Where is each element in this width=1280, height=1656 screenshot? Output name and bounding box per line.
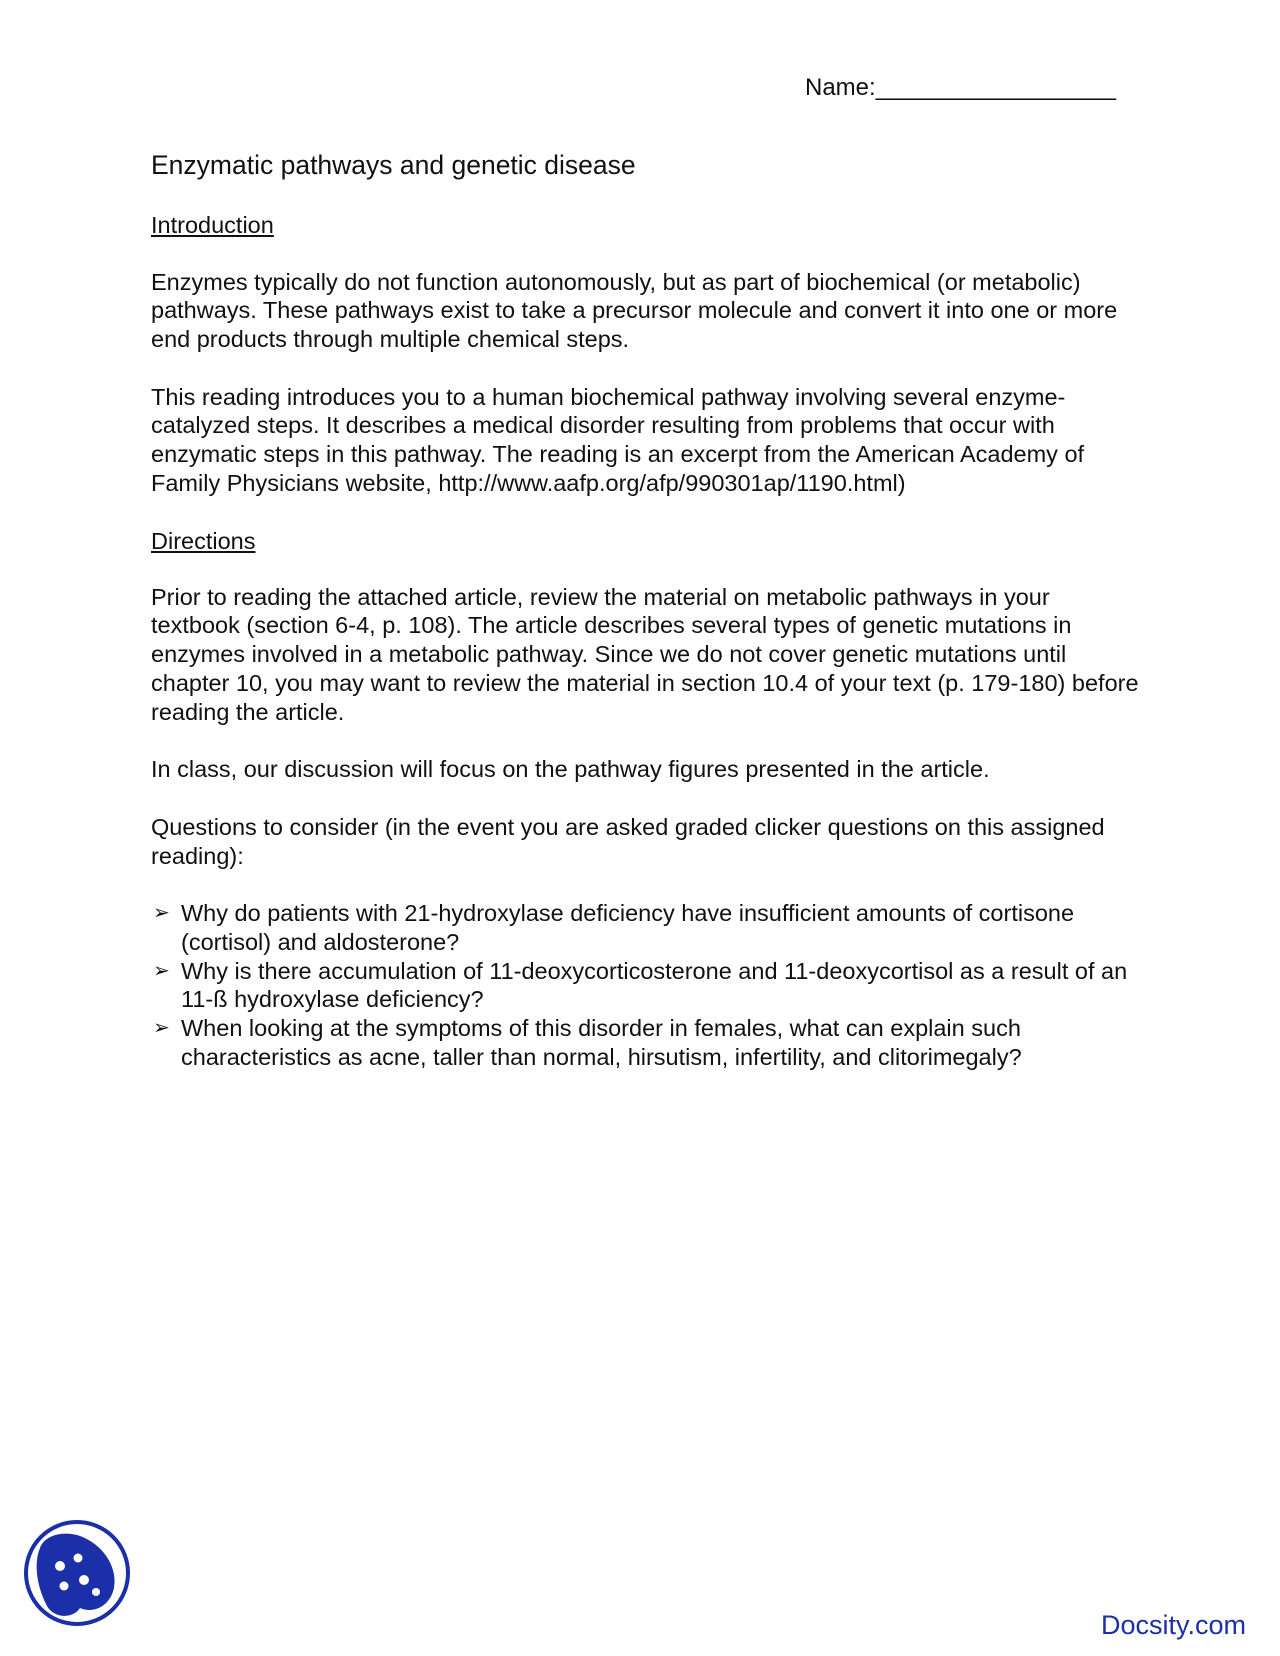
document-body bbox=[151, 148, 1141, 1072]
list-item bbox=[151, 957, 1141, 1014]
docsity-logo-graphic bbox=[22, 1518, 132, 1628]
docsity-logo-icon bbox=[22, 1518, 132, 1628]
name-field-label: Name:__________________ bbox=[805, 74, 1116, 101]
questions-list bbox=[151, 899, 1141, 1071]
question-text: When looking at the symptoms of this disorder in females, what can explain such characteristics as acne, taller than normal, hirsutism, infertility, and clitorimegaly? bbox=[181, 1015, 1022, 1070]
introduction-heading: Introduction bbox=[151, 212, 274, 239]
question-text: Why do patients with 21-hydroxylase deficiency have insufficient amounts of cortisone (cortisol) and aldosterone? bbox=[181, 900, 1075, 956]
directions-paragraph-1: Prior to reading the attached article, review the material on metabolic pathways in your textbook (section 6-4, p. 108). The article describes several types of genetic mutations in enzymes involved in a metabolic pathway. Since we do not cover genetic mutations until chapter 10, you may want to review the material in section 10.4 of your text (p. 179-180) before reading the article. bbox=[151, 583, 1139, 725]
arrow-bullet-icon: ➢ bbox=[153, 959, 170, 982]
question-text: Why is there accumulation of 11-deoxycorticosterone and 11-deoxycortisol as a result of an 11-ß hydroxylase deficiency? bbox=[181, 957, 1128, 1013]
directions-paragraph-2: In class, our discussion will focus on the pathway figures presented in the article. bbox=[151, 756, 990, 783]
docsity-brand-text[interactable]: Docsity.com bbox=[1101, 1610, 1247, 1640]
directions-paragraph-3: Questions to consider (in the event you are asked graded clicker questions on this assigned reading): bbox=[151, 813, 1105, 869]
intro-paragraph-2: This reading introduces you to a human biochemical pathway involving several enzyme-catalyzed steps. It describes a medical disorder resulting from problems that occur with enzymatic steps in this pathway. The reading is an excerpt from the American Academy of Family Physicians website, http://www.aafp.org/afp/990301ap/1190.html) bbox=[151, 383, 1085, 496]
directions-heading: Directions bbox=[151, 527, 256, 554]
list-item bbox=[151, 899, 1141, 956]
arrow-bullet-icon: ➢ bbox=[153, 1017, 170, 1040]
arrow-bullet-icon: ➢ bbox=[153, 902, 170, 925]
document-title: Enzymatic pathways and genetic disease bbox=[151, 150, 636, 180]
intro-paragraph-1: Enzymes typically do not function autonomously, but as part of biochemical (or metabolic) pathways. These pathways exist to take a precursor molecule and convert it into one or more end products through multiple chemical steps. bbox=[151, 268, 1118, 353]
list-item bbox=[151, 1014, 1141, 1071]
